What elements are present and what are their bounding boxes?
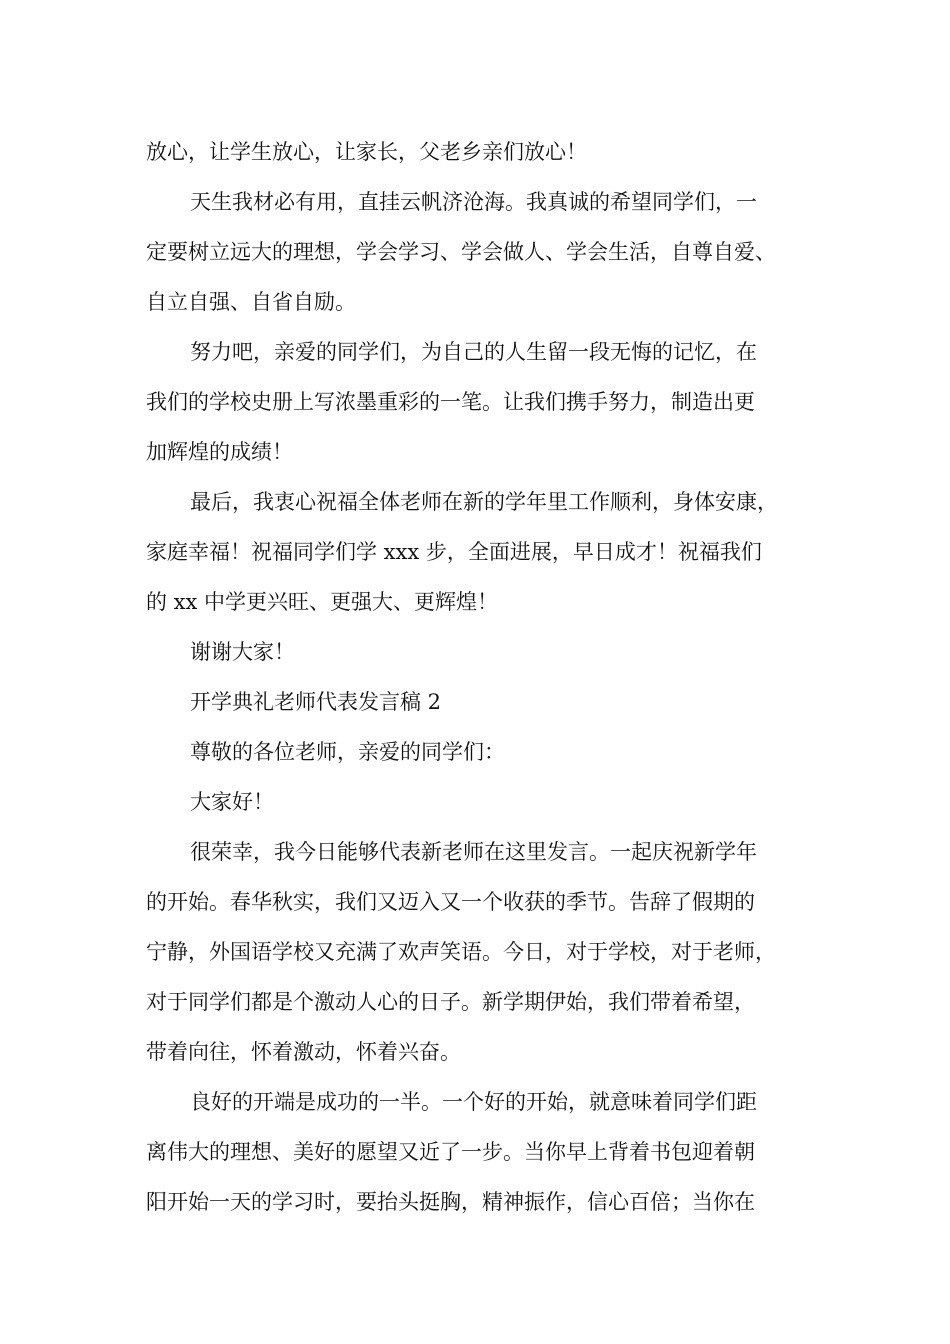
paragraph-2: [146, 177, 836, 327]
text-line: 大家好！: [190, 790, 274, 814]
paragraph-1: [146, 127, 836, 177]
text-line: 家庭幸福！祝福同学们学 xxx 步，全面进展，早日成才！祝福我们: [146, 540, 762, 564]
text-line: 离伟大的理想、美好的愿望又近了一步。当你早上背着书包迎着朝: [146, 1140, 755, 1164]
text-line: 定要树立远大的理想，学会学习、学会做人、学会生活，自尊自爱、: [146, 240, 776, 264]
text-line: 的开始。春华秋实，我们又迈入又一个收获的季节。告辞了假期的: [146, 890, 755, 914]
text-line: 努力吧，亲爱的同学们，为自己的人生留一段无悔的记忆，在: [190, 340, 757, 364]
salutation: [146, 727, 836, 777]
text-line: 谢谢大家！: [190, 640, 295, 664]
paragraph-5: [146, 827, 836, 1077]
text-line: 放心，让学生放心，让家长，父老乡亲们放心！: [146, 140, 587, 164]
text-line: 我们的学校史册上写浓墨重彩的一笔。让我们携手努力，制造出更: [146, 390, 755, 414]
paragraph-3: [146, 327, 836, 477]
paragraph-4: [146, 477, 836, 627]
text-line: 尊敬的各位老师，亲爱的同学们：: [190, 740, 505, 764]
text-line: 阳开始一天的学习时，要抬头挺胸，精神振作，信心百倍；当你在: [146, 1190, 755, 1214]
text-line: 良好的开端是成功的一半。一个好的开始，就意味着同学们距: [190, 1090, 757, 1114]
text-line: 带着向往，怀着激动，怀着兴奋。: [146, 1040, 461, 1064]
text-line: 自立自强、自省自励。: [146, 290, 356, 314]
paragraph-6: [146, 1077, 836, 1227]
greeting: [146, 777, 836, 827]
document-body: [146, 127, 836, 1227]
paragraph-thanks: [146, 627, 836, 677]
text-line: 天生我材必有用，直挂云帆济沧海。我真诚的希望同学们，一: [190, 190, 757, 214]
text-line: 的 xx 中学更兴旺、更强大、更辉煌！: [146, 590, 499, 614]
text-line: 加辉煌的成绩！: [146, 440, 293, 464]
text-line: 开学典礼老师代表发言稿 2: [190, 690, 442, 714]
text-line: 最后，我衷心祝福全体老师在新的学年里工作顺利，身体安康，: [190, 490, 778, 514]
text-line: 很荣幸，我今日能够代表新老师在这里发言。一起庆祝新学年: [190, 840, 757, 864]
text-line: 对于同学们都是个激动人心的日子。新学期伊始，我们带着希望，: [146, 990, 755, 1014]
text-line: 宁静，外国语学校又充满了欢声笑语。今日，对于学校，对于老师，: [146, 940, 776, 964]
section-heading: [146, 677, 836, 727]
